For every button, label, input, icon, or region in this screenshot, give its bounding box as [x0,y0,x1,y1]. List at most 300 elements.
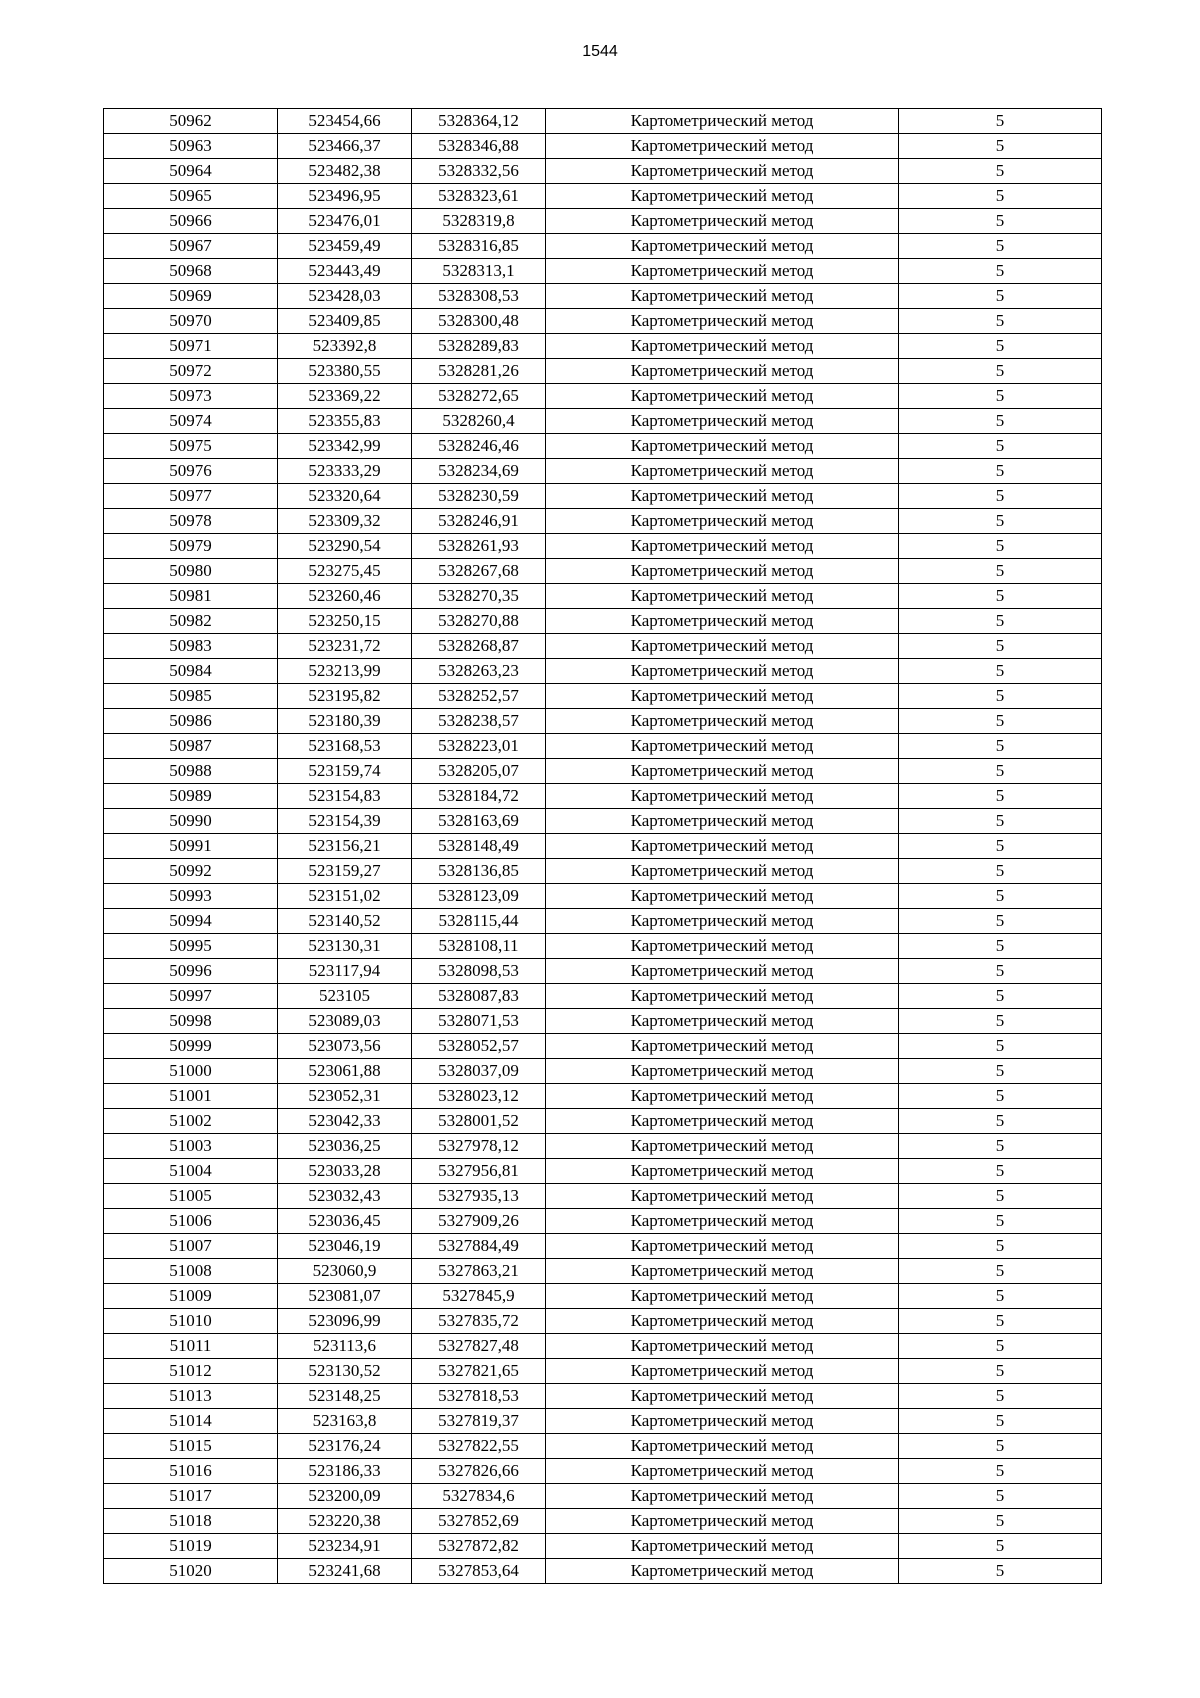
method-cell: Картометрический метод [546,1334,899,1359]
y-coordinate-cell: 5328260,4 [412,409,546,434]
accuracy-cell: 5 [899,1059,1102,1084]
accuracy-cell: 5 [899,684,1102,709]
y-coordinate-cell: 5328234,69 [412,459,546,484]
table-row [104,884,1102,909]
x-coordinate-cell: 523428,03 [278,284,412,309]
point-number-cell: 50998 [104,1009,278,1034]
y-coordinate-cell: 5328268,87 [412,634,546,659]
y-coordinate-cell: 5328319,8 [412,209,546,234]
table-row [104,1134,1102,1159]
table-row [104,659,1102,684]
x-coordinate-cell: 523355,83 [278,409,412,434]
point-number-cell: 51002 [104,1109,278,1134]
x-coordinate-cell: 523060,9 [278,1259,412,1284]
table-row [104,1009,1102,1034]
y-coordinate-cell: 5327956,81 [412,1159,546,1184]
y-coordinate-cell: 5327872,82 [412,1534,546,1559]
point-number-cell: 51010 [104,1309,278,1334]
x-coordinate-cell: 523036,45 [278,1209,412,1234]
table-row [104,1434,1102,1459]
y-coordinate-cell: 5327935,13 [412,1184,546,1209]
x-coordinate-cell: 523061,88 [278,1059,412,1084]
accuracy-cell: 5 [899,1134,1102,1159]
accuracy-cell: 5 [899,134,1102,159]
method-cell: Картометрический метод [546,1534,899,1559]
x-coordinate-cell: 523163,8 [278,1409,412,1434]
x-coordinate-cell: 523482,38 [278,159,412,184]
y-coordinate-cell: 5328223,01 [412,734,546,759]
accuracy-cell: 5 [899,1409,1102,1434]
accuracy-cell: 5 [899,1259,1102,1284]
y-coordinate-cell: 5327827,48 [412,1334,546,1359]
accuracy-cell: 5 [899,734,1102,759]
accuracy-cell: 5 [899,1384,1102,1409]
point-number-cell: 50974 [104,409,278,434]
method-cell: Картометрический метод [546,1084,899,1109]
table-row [104,559,1102,584]
point-number-cell: 50966 [104,209,278,234]
table-row [104,1184,1102,1209]
method-cell: Картометрический метод [546,784,899,809]
x-coordinate-cell: 523105 [278,984,412,1009]
y-coordinate-cell: 5327826,66 [412,1459,546,1484]
accuracy-cell: 5 [899,1234,1102,1259]
accuracy-cell: 5 [899,1534,1102,1559]
accuracy-cell: 5 [899,309,1102,334]
accuracy-cell: 5 [899,1509,1102,1534]
x-coordinate-cell: 523176,24 [278,1434,412,1459]
accuracy-cell: 5 [899,1209,1102,1234]
method-cell: Картометрический метод [546,534,899,559]
point-number-cell: 50982 [104,609,278,634]
table-row [104,484,1102,509]
method-cell: Картометрический метод [546,334,899,359]
y-coordinate-cell: 5327978,12 [412,1134,546,1159]
x-coordinate-cell: 523392,8 [278,334,412,359]
method-cell: Картометрический метод [546,1134,899,1159]
method-cell: Картометрический метод [546,559,899,584]
table-row [104,159,1102,184]
method-cell: Картометрический метод [546,284,899,309]
y-coordinate-cell: 5328001,52 [412,1109,546,1134]
y-coordinate-cell: 5328263,23 [412,659,546,684]
point-number-cell: 50964 [104,159,278,184]
x-coordinate-cell: 523096,99 [278,1309,412,1334]
x-coordinate-cell: 523454,66 [278,109,412,134]
point-number-cell: 50977 [104,484,278,509]
table-row [104,109,1102,134]
y-coordinate-cell: 5328270,35 [412,584,546,609]
accuracy-cell: 5 [899,359,1102,384]
method-cell: Картометрический метод [546,1359,899,1384]
method-cell: Картометрический метод [546,809,899,834]
table-row [104,184,1102,209]
point-number-cell: 51016 [104,1459,278,1484]
accuracy-cell: 5 [899,934,1102,959]
accuracy-cell: 5 [899,1559,1102,1584]
x-coordinate-cell: 523168,53 [278,734,412,759]
x-coordinate-cell: 523213,99 [278,659,412,684]
y-coordinate-cell: 5328205,07 [412,759,546,784]
point-number-cell: 51001 [104,1084,278,1109]
table-row [104,284,1102,309]
point-number-cell: 50987 [104,734,278,759]
y-coordinate-cell: 5328267,68 [412,559,546,584]
table-row [104,859,1102,884]
method-cell: Картометрический метод [546,684,899,709]
point-number-cell: 51014 [104,1409,278,1434]
method-cell: Картометрический метод [546,234,899,259]
table-row [104,409,1102,434]
accuracy-cell: 5 [899,709,1102,734]
table-row [104,634,1102,659]
y-coordinate-cell: 5328163,69 [412,809,546,834]
table-row [104,584,1102,609]
accuracy-cell: 5 [899,1459,1102,1484]
y-coordinate-cell: 5328071,53 [412,1009,546,1034]
method-cell: Картометрический метод [546,209,899,234]
x-coordinate-cell: 523130,52 [278,1359,412,1384]
method-cell: Картометрический метод [546,1234,899,1259]
y-coordinate-cell: 5327845,9 [412,1284,546,1309]
method-cell: Картометрический метод [546,109,899,134]
x-coordinate-cell: 523333,29 [278,459,412,484]
y-coordinate-cell: 5328136,85 [412,859,546,884]
table-row [104,609,1102,634]
point-number-cell: 51007 [104,1234,278,1259]
table-row [104,984,1102,1009]
method-cell: Картометрический метод [546,309,899,334]
x-coordinate-cell: 523459,49 [278,234,412,259]
x-coordinate-cell: 523195,82 [278,684,412,709]
x-coordinate-cell: 523033,28 [278,1159,412,1184]
method-cell: Картометрический метод [546,384,899,409]
x-coordinate-cell: 523089,03 [278,1009,412,1034]
accuracy-cell: 5 [899,984,1102,1009]
accuracy-cell: 5 [899,834,1102,859]
accuracy-cell: 5 [899,184,1102,209]
accuracy-cell: 5 [899,584,1102,609]
table-row [104,1234,1102,1259]
y-coordinate-cell: 5327822,55 [412,1434,546,1459]
accuracy-cell: 5 [899,659,1102,684]
point-number-cell: 50968 [104,259,278,284]
point-number-cell: 50996 [104,959,278,984]
method-cell: Картометрический метод [546,259,899,284]
accuracy-cell: 5 [899,1034,1102,1059]
x-coordinate-cell: 523342,99 [278,434,412,459]
point-number-cell: 50970 [104,309,278,334]
table-row [104,1509,1102,1534]
point-number-cell: 50981 [104,584,278,609]
table-row [104,334,1102,359]
method-cell: Картометрический метод [546,609,899,634]
point-number-cell: 50985 [104,684,278,709]
point-number-cell: 51019 [104,1534,278,1559]
accuracy-cell: 5 [899,409,1102,434]
table-row [104,809,1102,834]
point-number-cell: 50971 [104,334,278,359]
x-coordinate-cell: 523275,45 [278,559,412,584]
x-coordinate-cell: 523250,15 [278,609,412,634]
y-coordinate-cell: 5328289,83 [412,334,546,359]
accuracy-cell: 5 [899,434,1102,459]
method-cell: Картометрический метод [546,959,899,984]
method-cell: Картометрический метод [546,834,899,859]
x-coordinate-cell: 523309,32 [278,509,412,534]
accuracy-cell: 5 [899,759,1102,784]
x-coordinate-cell: 523200,09 [278,1484,412,1509]
method-cell: Картометрический метод [546,1509,899,1534]
y-coordinate-cell: 5328246,46 [412,434,546,459]
y-coordinate-cell: 5328123,09 [412,884,546,909]
accuracy-cell: 5 [899,909,1102,934]
table-row [104,459,1102,484]
x-coordinate-cell: 523081,07 [278,1284,412,1309]
method-cell: Картометрический метод [546,1459,899,1484]
x-coordinate-cell: 523159,27 [278,859,412,884]
point-number-cell: 50978 [104,509,278,534]
x-coordinate-cell: 523046,19 [278,1234,412,1259]
x-coordinate-cell: 523476,01 [278,209,412,234]
accuracy-cell: 5 [899,484,1102,509]
point-number-cell: 50967 [104,234,278,259]
method-cell: Картометрический метод [546,1034,899,1059]
accuracy-cell: 5 [899,809,1102,834]
table-row [104,259,1102,284]
x-coordinate-cell: 523409,85 [278,309,412,334]
point-number-cell: 50979 [104,534,278,559]
accuracy-cell: 5 [899,459,1102,484]
y-coordinate-cell: 5328364,12 [412,109,546,134]
table-row [104,1384,1102,1409]
method-cell: Картометрический метод [546,159,899,184]
table-row [104,1259,1102,1284]
x-coordinate-cell: 523231,72 [278,634,412,659]
accuracy-cell: 5 [899,1184,1102,1209]
y-coordinate-cell: 5328252,57 [412,684,546,709]
table-row [104,534,1102,559]
method-cell: Картометрический метод [546,459,899,484]
y-coordinate-cell: 5328313,1 [412,259,546,284]
table-row [104,1459,1102,1484]
page-number: 1544 [582,43,618,60]
method-cell: Картометрический метод [546,909,899,934]
y-coordinate-cell: 5327819,37 [412,1409,546,1434]
method-cell: Картометрический метод [546,409,899,434]
accuracy-cell: 5 [899,1484,1102,1509]
table-row [104,1034,1102,1059]
table-row [104,1359,1102,1384]
x-coordinate-cell: 523032,43 [278,1184,412,1209]
x-coordinate-cell: 523117,94 [278,959,412,984]
x-coordinate-cell: 523154,39 [278,809,412,834]
point-number-cell: 50989 [104,784,278,809]
method-cell: Картометрический метод [546,1559,899,1584]
point-number-cell: 50965 [104,184,278,209]
x-coordinate-cell: 523042,33 [278,1109,412,1134]
point-number-cell: 50992 [104,859,278,884]
y-coordinate-cell: 5328023,12 [412,1084,546,1109]
point-number-cell: 51006 [104,1209,278,1234]
method-cell: Картометрический метод [546,1484,899,1509]
x-coordinate-cell: 523241,68 [278,1559,412,1584]
table-row [104,709,1102,734]
y-coordinate-cell: 5327818,53 [412,1384,546,1409]
method-cell: Картометрический метод [546,1059,899,1084]
table-row [104,434,1102,459]
y-coordinate-cell: 5328052,57 [412,1034,546,1059]
table-row [104,734,1102,759]
accuracy-cell: 5 [899,234,1102,259]
table-row [104,134,1102,159]
method-cell: Картометрический метод [546,659,899,684]
x-coordinate-cell: 523154,83 [278,784,412,809]
coordinates-table [103,108,1102,1584]
x-coordinate-cell: 523140,52 [278,909,412,934]
method-cell: Картометрический метод [546,934,899,959]
table-row [104,1559,1102,1584]
point-number-cell: 50973 [104,384,278,409]
accuracy-cell: 5 [899,109,1102,134]
y-coordinate-cell: 5328098,53 [412,959,546,984]
accuracy-cell: 5 [899,959,1102,984]
point-number-cell: 50988 [104,759,278,784]
x-coordinate-cell: 523052,31 [278,1084,412,1109]
point-number-cell: 51018 [104,1509,278,1534]
point-number-cell: 51004 [104,1159,278,1184]
y-coordinate-cell: 5328108,11 [412,934,546,959]
table-row [104,509,1102,534]
accuracy-cell: 5 [899,1009,1102,1034]
accuracy-cell: 5 [899,509,1102,534]
table-row [104,1109,1102,1134]
point-number-cell: 51009 [104,1284,278,1309]
method-cell: Картометрический метод [546,734,899,759]
point-number-cell: 50975 [104,434,278,459]
table-row [104,1059,1102,1084]
method-cell: Картометрический метод [546,759,899,784]
method-cell: Картометрический метод [546,1434,899,1459]
point-number-cell: 50963 [104,134,278,159]
y-coordinate-cell: 5328308,53 [412,284,546,309]
y-coordinate-cell: 5328115,44 [412,909,546,934]
table-row [104,209,1102,234]
y-coordinate-cell: 5327835,72 [412,1309,546,1334]
point-number-cell: 50984 [104,659,278,684]
point-number-cell: 51020 [104,1559,278,1584]
accuracy-cell: 5 [899,784,1102,809]
x-coordinate-cell: 523073,56 [278,1034,412,1059]
method-cell: Картометрический метод [546,1384,899,1409]
coordinates-table-body [104,109,1102,1584]
y-coordinate-cell: 5327909,26 [412,1209,546,1234]
accuracy-cell: 5 [899,1434,1102,1459]
x-coordinate-cell: 523290,54 [278,534,412,559]
table-row [104,909,1102,934]
method-cell: Картометрический метод [546,509,899,534]
x-coordinate-cell: 523180,39 [278,709,412,734]
x-coordinate-cell: 523186,33 [278,1459,412,1484]
point-number-cell: 51000 [104,1059,278,1084]
accuracy-cell: 5 [899,1159,1102,1184]
x-coordinate-cell: 523148,25 [278,1384,412,1409]
accuracy-cell: 5 [899,1084,1102,1109]
x-coordinate-cell: 523036,25 [278,1134,412,1159]
method-cell: Картометрический метод [546,1284,899,1309]
y-coordinate-cell: 5328272,65 [412,384,546,409]
x-coordinate-cell: 523151,02 [278,884,412,909]
table-row [104,1409,1102,1434]
method-cell: Картометрический метод [546,434,899,459]
y-coordinate-cell: 5327834,6 [412,1484,546,1509]
point-number-cell: 51005 [104,1184,278,1209]
point-number-cell: 50962 [104,109,278,134]
x-coordinate-cell: 523443,49 [278,259,412,284]
method-cell: Картометрический метод [546,134,899,159]
accuracy-cell: 5 [899,609,1102,634]
point-number-cell: 51012 [104,1359,278,1384]
method-cell: Картометрический метод [546,359,899,384]
accuracy-cell: 5 [899,209,1102,234]
point-number-cell: 51013 [104,1384,278,1409]
accuracy-cell: 5 [899,334,1102,359]
method-cell: Картометрический метод [546,1409,899,1434]
method-cell: Картометрический метод [546,1109,899,1134]
x-coordinate-cell: 523380,55 [278,359,412,384]
point-number-cell: 51017 [104,1484,278,1509]
method-cell: Картометрический метод [546,1309,899,1334]
y-coordinate-cell: 5328316,85 [412,234,546,259]
accuracy-cell: 5 [899,1334,1102,1359]
method-cell: Картометрический метод [546,1184,899,1209]
point-number-cell: 51011 [104,1334,278,1359]
method-cell: Картометрический метод [546,584,899,609]
table-row [104,1159,1102,1184]
table-row [104,1284,1102,1309]
method-cell: Картометрический метод [546,1009,899,1034]
point-number-cell: 50993 [104,884,278,909]
point-number-cell: 50969 [104,284,278,309]
method-cell: Картометрический метод [546,1209,899,1234]
y-coordinate-cell: 5328087,83 [412,984,546,1009]
table-row [104,359,1102,384]
method-cell: Картометрический метод [546,184,899,209]
x-coordinate-cell: 523320,64 [278,484,412,509]
point-number-cell: 50999 [104,1034,278,1059]
method-cell: Картометрический метод [546,984,899,1009]
method-cell: Картометрический метод [546,884,899,909]
point-number-cell: 50991 [104,834,278,859]
table-row [104,1334,1102,1359]
accuracy-cell: 5 [899,284,1102,309]
point-number-cell: 50997 [104,984,278,1009]
y-coordinate-cell: 5328346,88 [412,134,546,159]
y-coordinate-cell: 5328230,59 [412,484,546,509]
x-coordinate-cell: 523159,74 [278,759,412,784]
method-cell: Картометрический метод [546,484,899,509]
method-cell: Картометрический метод [546,1259,899,1284]
x-coordinate-cell: 523369,22 [278,384,412,409]
point-number-cell: 51003 [104,1134,278,1159]
table-row [104,759,1102,784]
x-coordinate-cell: 523113,6 [278,1334,412,1359]
y-coordinate-cell: 5328281,26 [412,359,546,384]
point-number-cell: 50976 [104,459,278,484]
accuracy-cell: 5 [899,634,1102,659]
y-coordinate-cell: 5328037,09 [412,1059,546,1084]
accuracy-cell: 5 [899,1284,1102,1309]
